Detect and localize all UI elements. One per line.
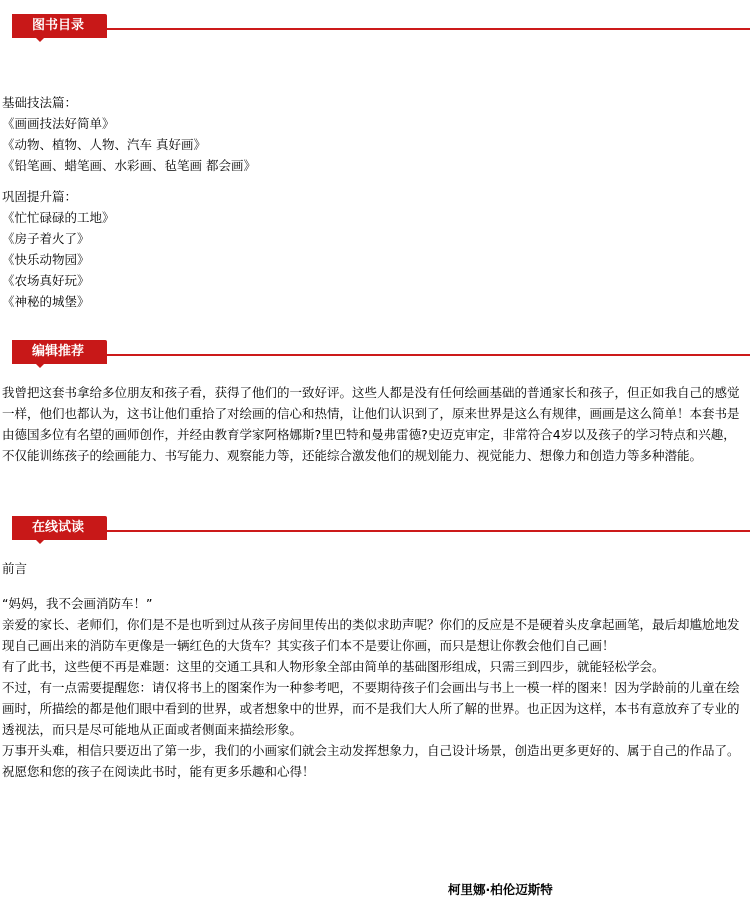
preview-paragraph: 不过，有一点需要提醒您：请仅将书上的图案作为一种参考吧，不要期待孩子们会画出与书上一模一样的图来！因为学龄前的儿童在绘画时，所描绘的都是他们眼中看到的世界，或者想象中的世界，而不是我们大人所了解的世界。也正因为这样，本书有意放弃了专业的透视法，而只是尽可能地从正面或者侧面来描绘形象。	[2, 680, 740, 737]
toc-section-header	[0, 6, 750, 36]
preview-body	[2, 558, 746, 782]
recommend-header-rule	[12, 354, 750, 356]
recommend-header-title: 编辑推荐	[12, 340, 107, 364]
toc-advanced-item: 《农场真好玩》	[2, 273, 90, 288]
toc-advanced-item: 《快乐动物园》	[2, 252, 90, 267]
preview-header-title: 在线试读	[12, 516, 107, 540]
preview-paragraph: “妈妈，我不会画消防车！”	[2, 596, 153, 611]
toc-basic-group	[2, 92, 746, 176]
toc-basic-item: 《铅笔画、蜡笔画、水彩画、毡笔画 都会画》	[2, 158, 256, 173]
toc-advanced-heading: 巩固提升篇：	[2, 189, 78, 204]
preview-signature: 柯里娜·柏伦迈斯特	[448, 882, 553, 897]
recommend-text: 我曾把这套书拿给多位朋友和孩子看，获得了他们的一致好评。这些人都是没有任何绘画基础的普通家长和孩子，但正如我自己的感觉一样，他们也都认为，这书让他们重拾了对绘画的信心和热情，让他们认识到了，原来世界是这么有规律，画画是这么简单！本套书是由德国多位有名望的画师创作，并经由教育学家阿格娜斯?里巴特和曼弗雷德?史迈克审定，非常符合4岁以及孩子的学习特点和兴趣，不仅能训练孩子的绘画能力、书写能力、观察能力等，还能综合激发他们的规划能力、视觉能力、想像力和创造力等多种潜能。	[2, 385, 740, 463]
recommend-body	[2, 382, 746, 466]
toc-advanced-group	[2, 186, 746, 312]
toc-advanced-item: 《房子着火了》	[2, 231, 90, 246]
preview-paragraph: 万事开头难，相信只要迈出了第一步，我们的小画家们就会主动发挥想象力，自己设计场景，创造出更多更好的、属于自己的作品了。	[2, 743, 740, 758]
toc-header-title: 图书目录	[12, 14, 107, 38]
preview-paragraph: 有了此书，这些便不再是难题：这里的交通工具和人物形象全部由简单的基础图形组成，只需三到四步，就能轻松学会。	[2, 659, 665, 674]
toc-basic-item: 《动物、植物、人物、汽车 真好画》	[2, 137, 206, 152]
recommend-header-notch	[36, 364, 44, 368]
preview-header-rule	[12, 530, 750, 532]
toc-header-rule	[12, 28, 750, 30]
toc-basic-heading: 基础技法篇：	[2, 95, 78, 110]
toc-advanced-item: 《神秘的城堡》	[2, 294, 90, 309]
recommend-section-header	[0, 332, 750, 362]
preview-paragraph: 祝愿您和您的孩子在阅读此书时，能有更多乐趣和心得！	[2, 764, 315, 779]
preview-section-header	[0, 508, 750, 538]
preview-header-notch	[36, 540, 44, 544]
preview-heading: 前言	[2, 561, 28, 576]
toc-header-notch	[36, 38, 44, 42]
toc-basic-item: 《画画技法好简单》	[2, 116, 115, 131]
preview-paragraph: 亲爱的家长、老师们，你们是不是也听到过从孩子房间里传出的类似求助声呢？你们的反应是不是硬着头皮拿起画笔，最后却尴尬地发现自己画出来的消防车更像是一辆红色的大货车？其实孩子们本不是要让你画，而只是想让你教会他们自己画！	[2, 617, 740, 653]
toc-advanced-item: 《忙忙碌碌的工地》	[2, 210, 115, 225]
